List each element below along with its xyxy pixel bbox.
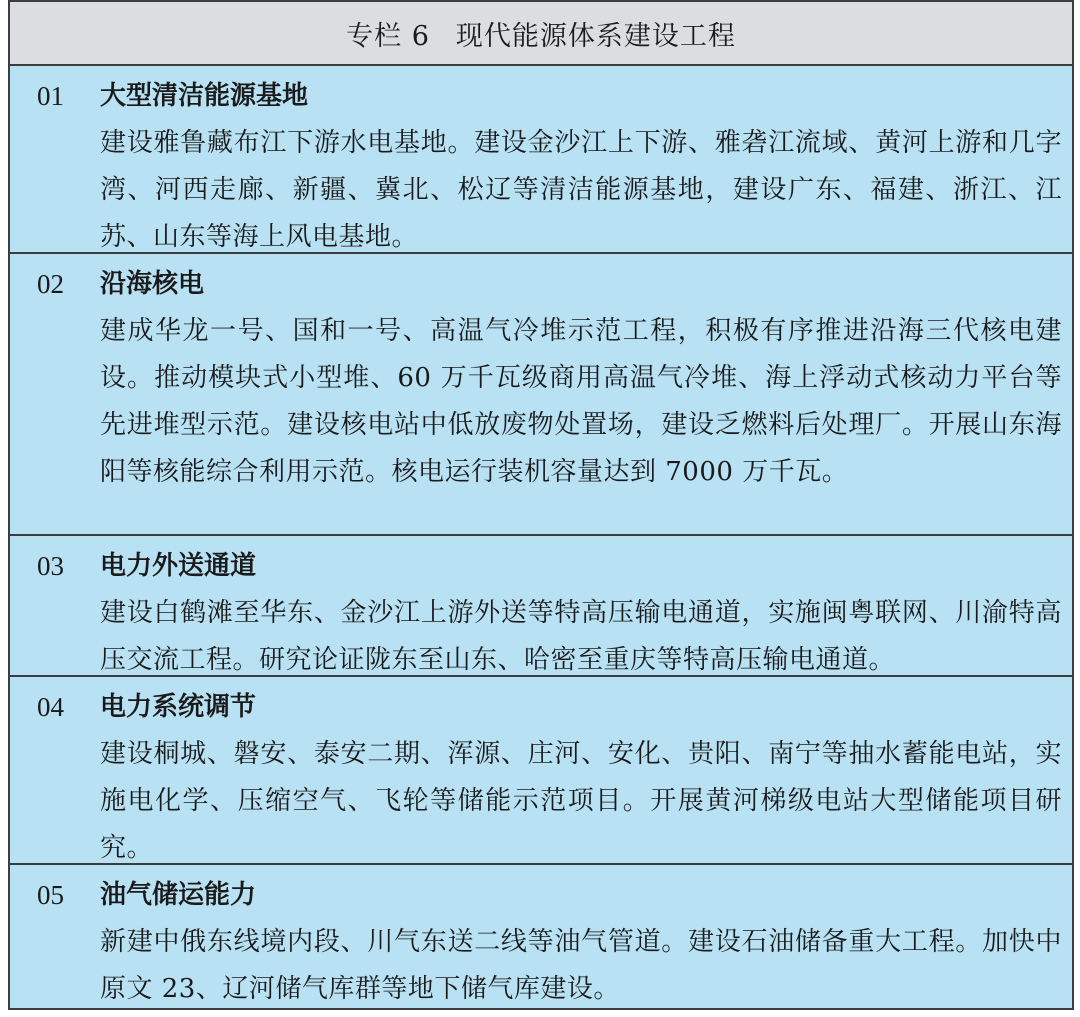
section-number: 01 bbox=[37, 81, 64, 111]
section-title: 油气储运能力 bbox=[100, 880, 257, 910]
section-number: 04 bbox=[37, 692, 64, 722]
section-title: 电力系统调节 bbox=[100, 692, 257, 722]
box-number: 专栏 6 bbox=[346, 20, 430, 52]
section-title: 电力外送通道 bbox=[100, 551, 257, 581]
section-body: 新建中俄东线境内段、川气东送二线等油气管道。建设石油储备重大工程。加快中原文 23、辽河储气库群等地下储气库建设。 bbox=[100, 927, 1062, 1004]
feature-box bbox=[8, 0, 1074, 1010]
section-number: 03 bbox=[37, 551, 64, 581]
section-number: 02 bbox=[37, 269, 64, 299]
section-grid-regulation bbox=[10, 677, 1072, 865]
section-title: 大型清洁能源基地 bbox=[100, 81, 309, 111]
section-body: 建成华龙一号、国和一号、高温气冷堆示范工程，积极有序推进沿海三代核电建设。推动模块式小型堆、60 万千瓦级商用高温气冷堆、海上浮动式核动力平台等先进堆型示范。建设核电站中低放废物处置场，建设乏燃料后处理厂。开展山东海阳等核能综合利用示范。核电运行装机容量达到 7000 万千瓦。 bbox=[100, 316, 1062, 487]
section-clean-energy-bases bbox=[10, 66, 1072, 254]
section-number: 05 bbox=[37, 880, 64, 910]
section-title: 沿海核电 bbox=[100, 269, 205, 299]
box-header bbox=[10, 2, 1072, 66]
box-title: 现代能源体系建设工程 bbox=[455, 20, 736, 52]
section-oil-gas-storage bbox=[10, 865, 1072, 1005]
section-power-transmission bbox=[10, 536, 1072, 677]
section-body: 建设桐城、磐安、泰安二期、浑源、庄河、安化、贵阳、南宁等抽水蓄能电站，实施电化学、压缩空气、飞轮等储能示范项目。开展黄河梯级电站大型储能项目研究。 bbox=[100, 739, 1062, 863]
section-body: 建设雅鲁藏布江下游水电基地。建设金沙江上下游、雅砻江流域、黄河上游和几字湾、河西走廊、新疆、冀北、松辽等清洁能源基地，建设广东、福建、浙江、江苏、山东等海上风电基地。 bbox=[100, 128, 1062, 252]
section-body: 建设白鹤滩至华东、金沙江上游外送等特高压输电通道，实施闽粤联网、川渝特高压交流工程。研究论证陇东至山东、哈密至重庆等特高压输电通道。 bbox=[100, 598, 1062, 675]
section-coastal-nuclear bbox=[10, 254, 1072, 536]
